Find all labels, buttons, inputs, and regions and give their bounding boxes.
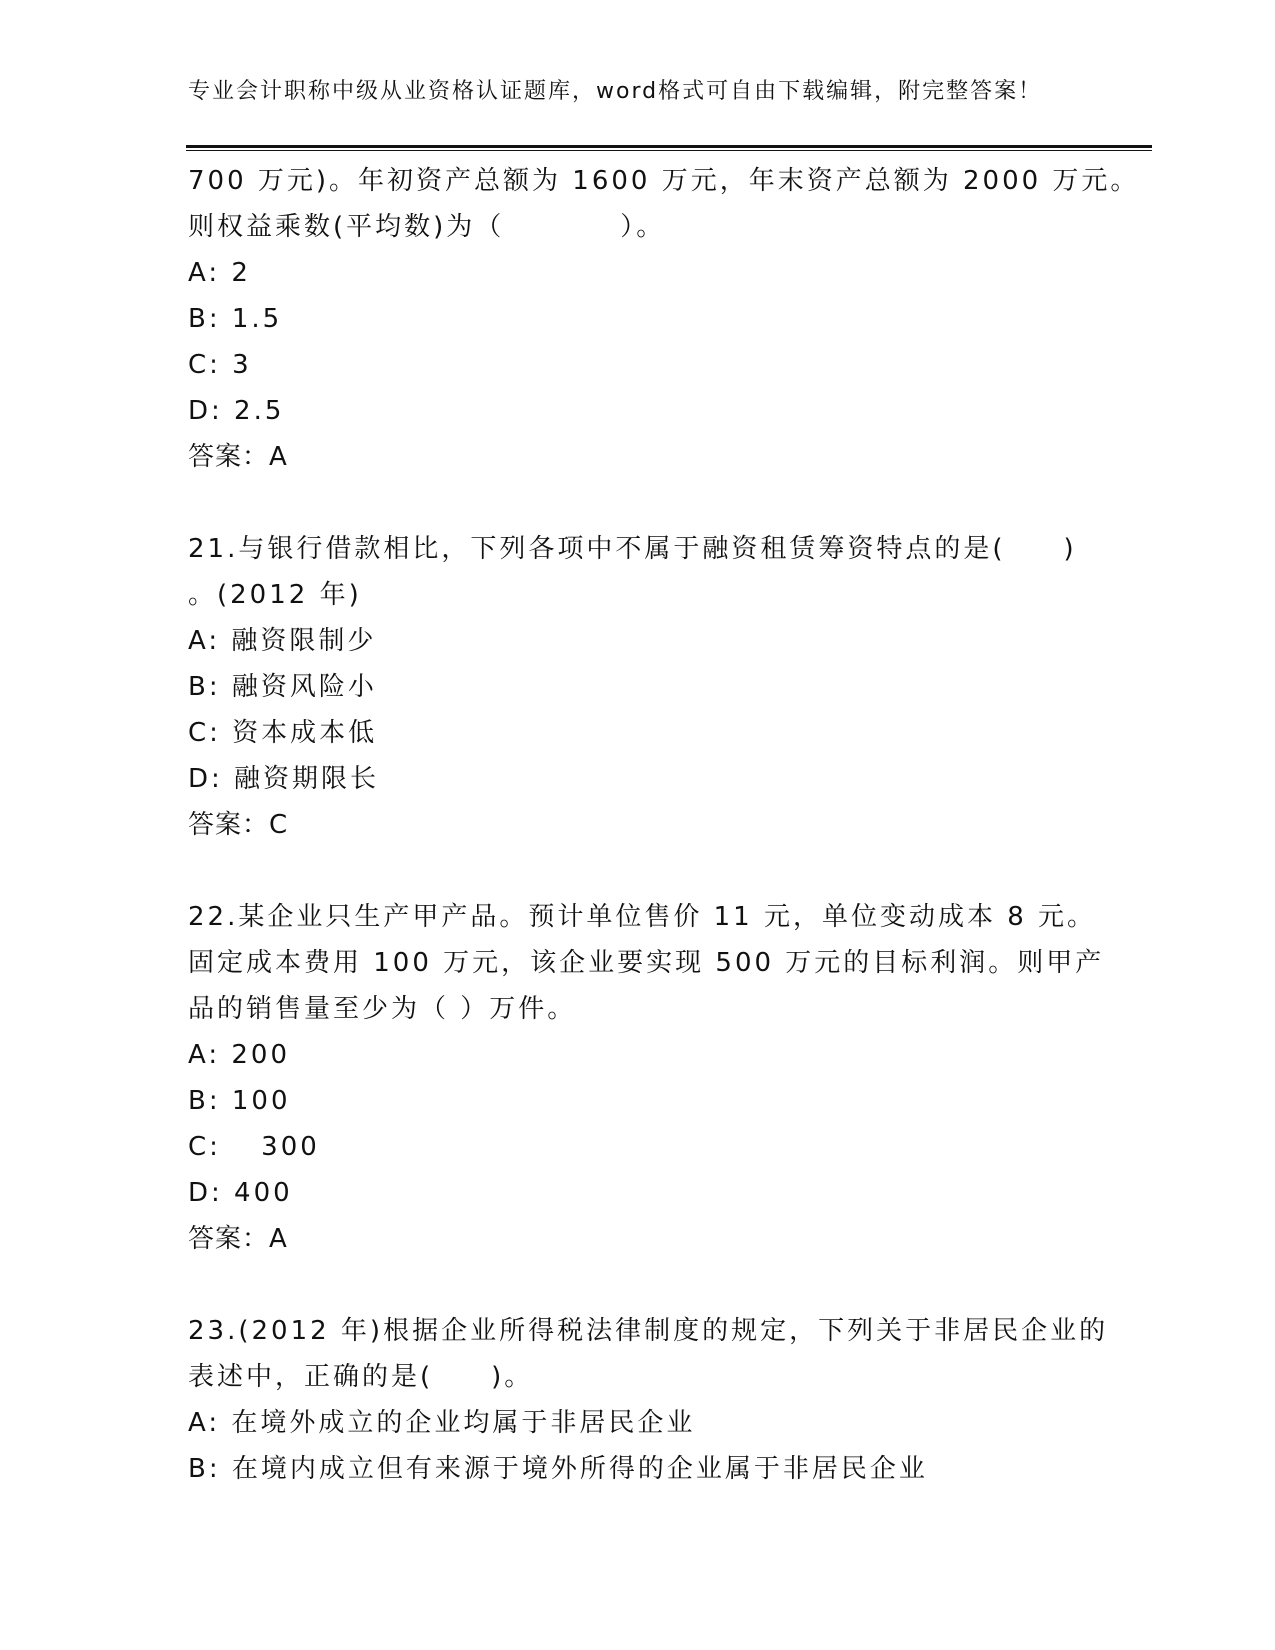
header-rule-thin — [186, 150, 1152, 151]
option-b: B: 在境内成立但有来源于境外所得的企业属于非居民企业 — [188, 1454, 928, 1484]
header-rule-thick — [186, 145, 1152, 148]
question-stem-line: 23.(2012 年)根据企业所得税法律制度的规定，下列关于非居民企业的 — [188, 1316, 1109, 1346]
option-c: C: 资本成本低 — [188, 718, 378, 748]
option-a: A: 2 — [188, 258, 251, 288]
answer-label: 答案：C — [188, 810, 289, 840]
option-c: C: 3 — [188, 350, 252, 380]
option-c: C: 300 — [188, 1132, 320, 1162]
question-stem-line: 。(2012 年) — [188, 580, 362, 610]
question-stem-line: 21.与银行借款相比，下列各项中不属于融资租赁筹资特点的是( ) — [188, 534, 1077, 564]
question-stem-line: 700 万元)。年初资产总额为 1600 万元，年末资产总额为 2000 万元。 — [188, 166, 1140, 196]
option-b: B: 融资风险小 — [188, 672, 377, 702]
option-d: D: 融资期限长 — [188, 764, 380, 794]
question-stem-line: 表述中，正确的是( )。 — [188, 1362, 534, 1392]
option-a: A: 在境外成立的企业均属于非居民企业 — [188, 1408, 696, 1438]
question-stem-line: 固定成本费用 100 万元，该企业要实现 500 万元的目标利润。则甲产 — [188, 948, 1105, 978]
option-d: D: 400 — [188, 1178, 293, 1208]
answer-label: 答案：A — [188, 1224, 288, 1254]
option-b: B: 100 — [188, 1086, 291, 1116]
question-stem-line: 22.某企业只生产甲产品。预计单位售价 11 元，单位变动成本 8 元。 — [188, 902, 1097, 932]
question-22 — [188, 894, 1118, 1262]
option-b: B: 1.5 — [188, 304, 283, 334]
option-d: D: 2.5 — [188, 396, 285, 426]
question-23 — [188, 1308, 1118, 1492]
question-stem-line: 品的销售量至少为（ ）万件。 — [188, 994, 577, 1024]
question-stem-line: 则权益乘数(平均数)为（ ）。 — [188, 212, 666, 242]
answer-label: 答案：A — [188, 442, 288, 472]
question-content — [188, 158, 1140, 1492]
question-21 — [188, 526, 1118, 848]
question-20 — [188, 158, 1140, 480]
option-a: A: 200 — [188, 1040, 290, 1070]
option-a: A: 融资限制少 — [188, 626, 377, 656]
page-header: 专业会计职称中级从业资格认证题库，word格式可自由下载编辑，附完整答案！ — [188, 79, 1043, 104]
